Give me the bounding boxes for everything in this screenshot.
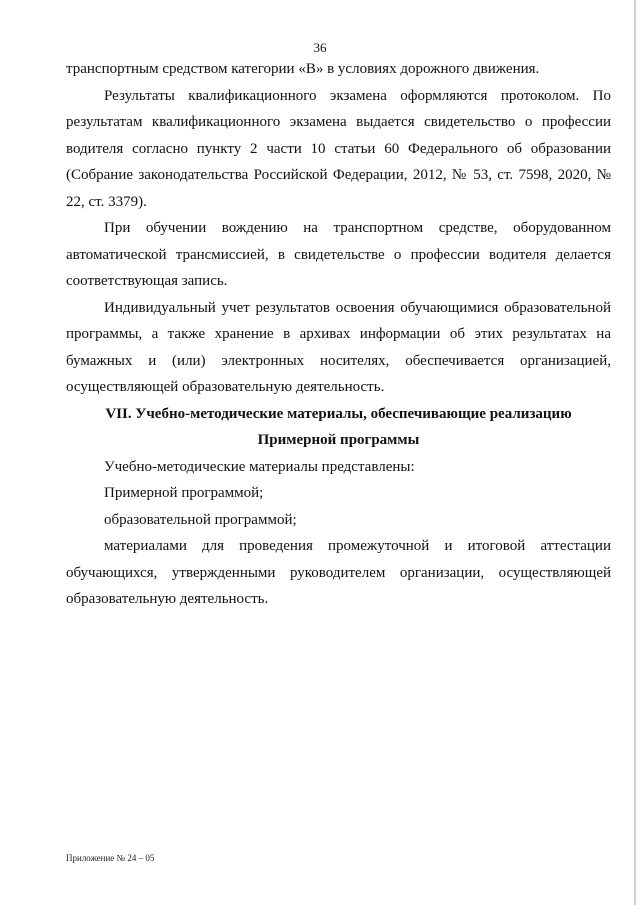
paragraph-automatic-transmission: При обучении вождению на транспортном средстве, оборудованном автоматической трансмиссией, в свидетельстве о профессии водителя делается соответствующая запись.: [66, 220, 611, 289]
section-heading-line1: VII. Учебно-методические материалы, обеспечивающие реализацию: [105, 405, 572, 422]
paragraph-continued: транспортным средством категории «В» в условиях дорожного движения.: [66, 61, 540, 77]
scan-edge-shadow: [634, 0, 636, 905]
page-number: 36: [313, 40, 327, 55]
footer-note: Приложение № 24 – 05: [66, 853, 155, 863]
materials-item: Примерной программой;: [104, 485, 264, 501]
document-body: [66, 56, 611, 613]
materials-item: материалами для проведения промежуточной и итоговой аттестации обучающихся, утвержденными руководителем организации, осуществляющей образовательную деятельность.: [66, 538, 611, 607]
paragraph-individual-records: Индивидуальный учет результатов освоения обучающимися образовательной программы, а также хранение в архивах информации об этих результатах на бумажных и (или) электронных носителях, обеспечивается организацией, осуществляющей образовательную деятельность.: [66, 299, 611, 395]
section-heading-line2: Примерной программы: [257, 432, 420, 448]
materials-intro: Учебно-методические материалы представлены:: [104, 458, 415, 475]
materials-item: образовательной программой;: [104, 511, 297, 528]
paragraph-exam-results: Результаты квалификационного экзамена оформляются протоколом. По результатам квалификационного экзамена выдается свидетельство о профессии водителя согласно пункту 2 части 10 статьи 60 Федерального об образовании (Собрание законодательства Российской Федерации, 2012, № 53, ст. 7598, 2020, № 22, ст. 3379).: [66, 87, 611, 210]
